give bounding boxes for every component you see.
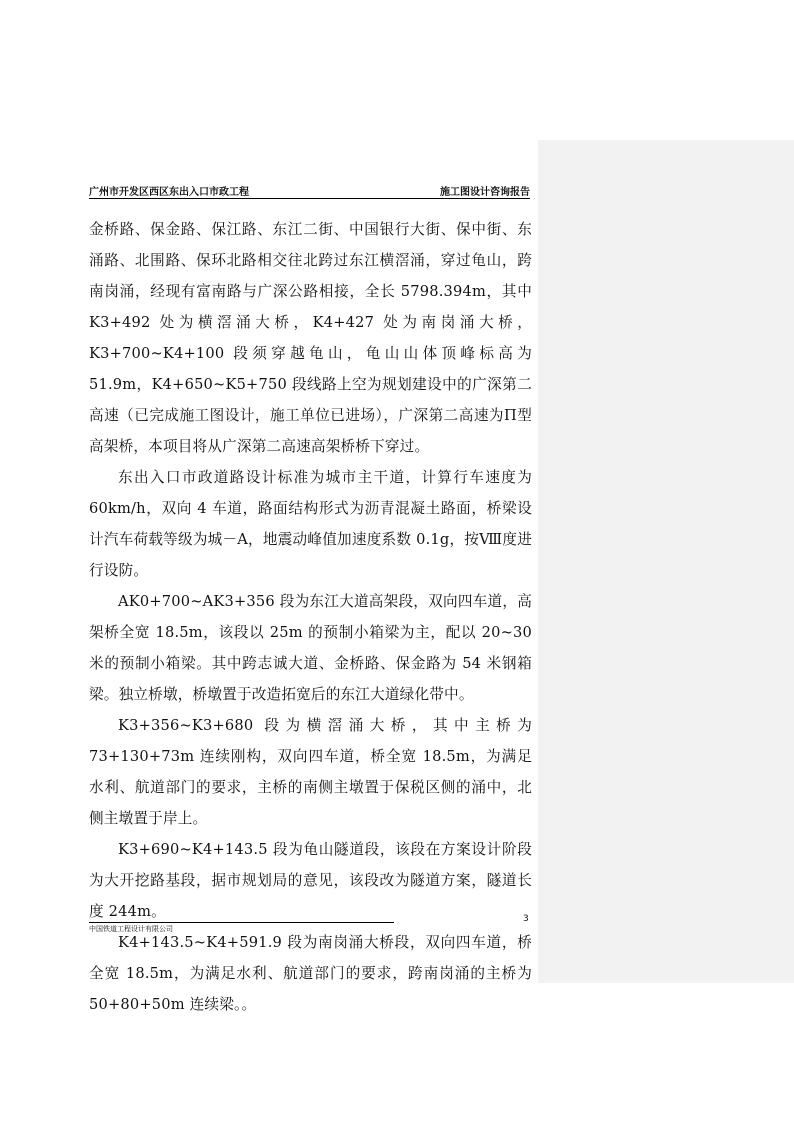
footer-company: 中国铁道工程设计有限公司 [89,925,173,933]
comment-pane [538,140,794,983]
document-body [89,214,532,1020]
footer-divider [89,922,394,923]
paragraph-nangang-bridge: K4+143.5~K4+591.9 段为南岗涌大桥段，双向四车道，桥全宽 18.5m，为满足水利、航道部门的要求，跨南岗涌的主桥为 50+80+50m 连续梁。。 [89,934,532,1013]
paragraph-route-description: 金桥路、保金路、保江路、东江二街、中国银行大街、保中街、东涌路、北围路、保环北路相交往北跨过东江横滘涌，穿过龟山，跨南岗涌，经现有富南路与广深公路相接，全长 5798.394m，其中 K3+492 处为横滘涌大桥，K4+427 处为南岗涌大桥，K3+700~K4+100 段须穿越龟山，龟山山体顶峰标高为 51.9m，K4+650~K5+750 段线路上空为规划建设中的广深第二高速（已完成施工图设计，施工单位已进场），广深第二高速为Π型高架桥，本项目将从广深第二高速高架桥桥下穿过。 [89,221,532,455]
page-header [89,180,530,199]
page-number: 3 [523,914,529,924]
header-report-title: 施工图设计咨询报告 [440,187,530,198]
paragraph-hengjiao-bridge: K3+356~K3+680 段为横滘涌大桥，其中主桥为 73+130+73m 连续刚构，双向四车道，桥全宽 18.5m，为满足水利、航道部门的要求，主桥的南侧主墩置于保税区侧的涌中，北侧主墩置于岸上。 [89,717,532,827]
paragraph-design-standard: 东出入口市政道路设计标准为城市主干道，计算行车速度为 60km/h，双向 4 车道，路面结构形式为沥青混凝土路面，桥梁设计汽车荷载等级为城－A，地震动峰值加速度系数 0.1g，按Ⅷ度进行设防。 [89,469,532,579]
paragraph-viaduct-section: AK0+700~AK3+356 段为东江大道高架段，双向四车道，高架桥全宽 18.5m，该段以 25m 的预制小箱梁为主，配以 20~30 米的预制小箱梁。其中跨志诚大道、金桥路、保金路为 54 米钢箱梁。独立桥墩，桥墩置于改造拓宽后的东江大道绿化带中。 [89,593,532,703]
paragraph-guishan-tunnel: K3+690~K4+143.5 段为龟山隧道段，该段在方案设计阶段为大开挖路基段，据市规划局的意见，该段改为隧道方案，隧道长度 244m。 [89,841,532,920]
header-project-title: 广州市开发区西区东出入口市政工程 [89,187,249,198]
